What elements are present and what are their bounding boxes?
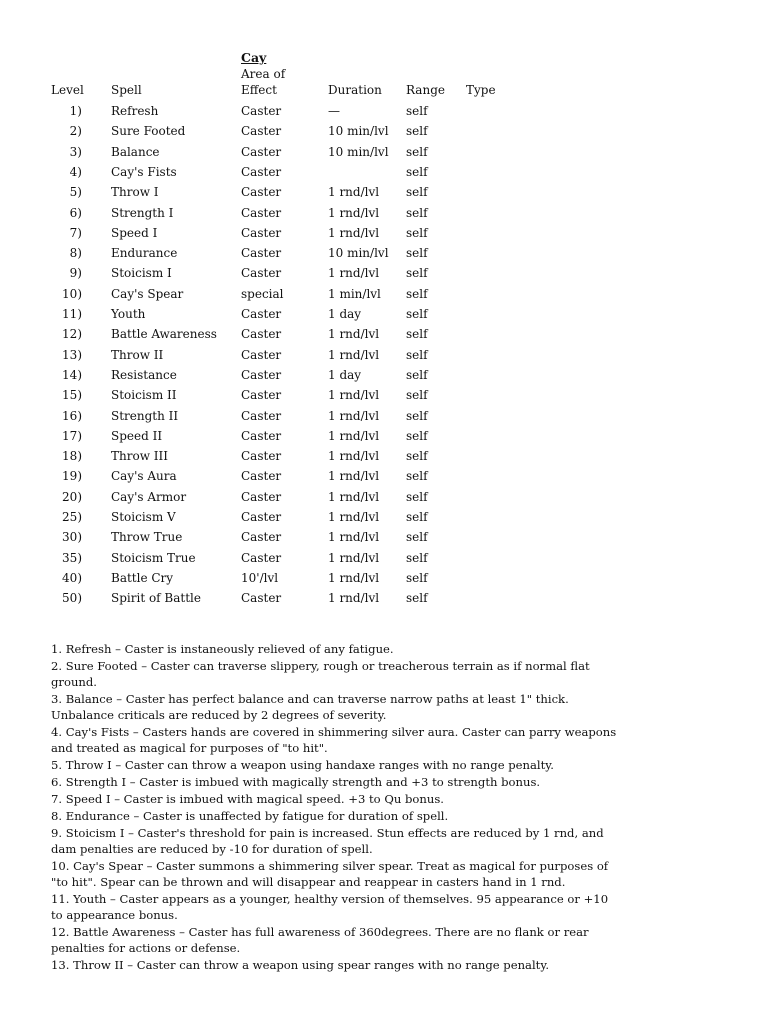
- spell-note: 12. Battle Awareness – Caster has full awareness of 360degrees. There are no flank or rear penalties for actions or defense.: [51, 925, 589, 955]
- spell-row: [0, 449, 768, 469]
- spell-area-of-effect: Caster: [241, 266, 282, 281]
- spell-area-of-effect: Caster: [241, 489, 282, 504]
- spell-duration: 1 rnd/lvl: [328, 530, 380, 545]
- spell-row: [0, 429, 768, 449]
- spell-level: 3): [69, 144, 82, 159]
- spell-name: Throw True: [111, 530, 183, 545]
- header-level: Level: [51, 83, 84, 97]
- spell-duration: 1 rnd/lvl: [328, 489, 380, 504]
- spell-area-of-effect: Caster: [241, 225, 282, 240]
- spell-level: 25): [62, 510, 82, 524]
- spell-area-of-effect: Caster: [241, 246, 282, 261]
- spell-area-of-effect: Caster: [241, 550, 282, 565]
- header-area-of-effect-line2: Effect: [241, 83, 277, 97]
- spell-range: self: [406, 449, 428, 464]
- spell-duration: 10 min/lvl: [328, 246, 389, 261]
- spell-row: [0, 551, 768, 571]
- spell-duration: 1 rnd/lvl: [328, 550, 380, 565]
- spell-area-of-effect: Caster: [241, 185, 282, 200]
- spell-note: 13. Throw II – Caster can throw a weapon using spear ranges with no range penalty.: [51, 958, 550, 972]
- spell-note: 4. Cay's Fists – Casters hands are covered in shimmering silver aura. Caster can parry weapons and treated as magical for purposes of "to hit".: [51, 725, 617, 755]
- spell-duration: 10 min/lvl: [328, 124, 389, 139]
- spell-row: [0, 206, 768, 226]
- spell-note: 2. Sure Footed – Caster can traverse slippery, rough or treacherous terrain as if normal flat ground.: [51, 659, 590, 689]
- spell-row: [0, 104, 768, 124]
- spell-range: self: [406, 164, 428, 179]
- spell-range: self: [406, 205, 428, 220]
- spell-range: self: [406, 104, 428, 118]
- spell-level: 12): [62, 327, 82, 342]
- spell-level: 9): [69, 266, 82, 281]
- spell-note: 9. Stoicism I – Caster's threshold for pain is increased. Stun effects are reduced by 1 rnd, and dam penalties are reduced by -10 for duration of spell.: [51, 826, 604, 856]
- page-title: Cay: [241, 50, 267, 65]
- spell-range: self: [406, 550, 428, 565]
- spell-area-of-effect: Caster: [241, 164, 282, 179]
- spell-name: Throw III: [111, 449, 168, 464]
- spell-area-of-effect: Caster: [241, 367, 282, 382]
- spell-row: [0, 266, 768, 286]
- spell-level: 30): [62, 530, 82, 545]
- spell-level: 19): [62, 469, 82, 484]
- spell-duration: 1 day: [328, 307, 362, 321]
- spell-range: self: [406, 246, 428, 261]
- spell-range: self: [406, 286, 428, 301]
- spell-note: 7. Speed I – Caster is imbued with magical speed. +3 to Qu bonus.: [51, 792, 444, 806]
- spell-name: Cay's Armor: [111, 489, 187, 504]
- spell-level: 8): [69, 246, 82, 261]
- spell-range: self: [406, 510, 428, 524]
- spell-name: Battle Cry: [111, 570, 174, 585]
- spell-range: self: [406, 124, 428, 139]
- spell-name: Balance: [111, 144, 160, 159]
- spell-range: self: [406, 266, 428, 281]
- spell-row: [0, 165, 768, 185]
- spell-range: self: [406, 347, 428, 362]
- spell-row: [0, 348, 768, 368]
- spell-range: self: [406, 367, 428, 382]
- spell-name: Youth: [111, 307, 146, 321]
- spell-area-of-effect: Caster: [241, 388, 282, 403]
- spell-level: 20): [62, 489, 82, 504]
- spell-name: Stoicism I: [111, 266, 172, 281]
- spell-level: 40): [62, 570, 82, 585]
- spell-duration: 1 rnd/lvl: [328, 449, 380, 464]
- spell-range: self: [406, 307, 428, 321]
- spell-duration: 1 rnd/lvl: [328, 428, 380, 443]
- spell-area-of-effect: Caster: [241, 530, 282, 545]
- spell-range: self: [406, 530, 428, 545]
- header-spell: Spell: [111, 83, 142, 97]
- spell-duration: 1 rnd/lvl: [328, 388, 380, 403]
- header-duration: Duration: [328, 83, 382, 97]
- spell-name: Stoicism V: [111, 510, 176, 524]
- header-type: Type: [466, 83, 496, 97]
- spell-row: [0, 469, 768, 489]
- spell-range: self: [406, 327, 428, 342]
- spell-name: Strength I: [111, 205, 174, 220]
- spell-duration: 1 rnd/lvl: [328, 327, 380, 342]
- spell-area-of-effect: Caster: [241, 124, 282, 139]
- spell-area-of-effect: Caster: [241, 144, 282, 159]
- spell-name: Throw I: [111, 185, 159, 200]
- spell-level: 17): [62, 428, 82, 443]
- spell-duration: 1 rnd/lvl: [328, 225, 380, 240]
- spell-level: 35): [62, 550, 82, 565]
- spell-note: 3. Balance – Caster has perfect balance and can traverse narrow paths at least 1" thick. Unbalance criticals are reduced by 2 degrees of severity.: [51, 692, 569, 722]
- spell-level: 13): [62, 347, 82, 362]
- spell-row: [0, 591, 768, 611]
- header-area-of-effect-line1: Area of: [241, 67, 286, 81]
- spell-range: self: [406, 408, 428, 423]
- spell-name: Cay's Fists: [111, 164, 177, 179]
- spell-level: 14): [62, 367, 82, 382]
- spell-name: Cay's Aura: [111, 469, 177, 484]
- spell-level: 15): [62, 388, 82, 403]
- spell-range: self: [406, 388, 428, 403]
- spell-duration: 1 rnd/lvl: [328, 347, 380, 362]
- spell-row: [0, 327, 768, 347]
- spell-duration: 1 rnd/lvl: [328, 205, 380, 220]
- spell-area-of-effect: Caster: [241, 469, 282, 484]
- spell-duration: 1 day: [328, 367, 362, 382]
- spell-area-of-effect: special: [241, 286, 284, 301]
- spell-level: 16): [62, 408, 82, 423]
- spell-level: 5): [69, 185, 82, 200]
- spell-row: [0, 368, 768, 388]
- spell-level: 6): [69, 205, 82, 220]
- spell-area-of-effect: Caster: [241, 307, 282, 321]
- spell-duration: 1 rnd/lvl: [328, 570, 380, 585]
- spell-area-of-effect: Caster: [241, 591, 282, 606]
- spell-level: 4): [69, 164, 82, 179]
- spell-level: 7): [69, 225, 82, 240]
- spell-row: [0, 571, 768, 591]
- spell-area-of-effect: Caster: [241, 104, 282, 118]
- spell-notes: [51, 641, 621, 974]
- spell-area-of-effect: Caster: [241, 408, 282, 423]
- spell-name: Strength II: [111, 408, 179, 423]
- spell-area-of-effect: Caster: [241, 327, 282, 342]
- spell-duration: 1 min/lvl: [328, 286, 381, 301]
- spell-row: [0, 510, 768, 530]
- spell-duration: 1 rnd/lvl: [328, 469, 380, 484]
- spell-level: 18): [62, 449, 82, 464]
- spell-duration: —: [328, 104, 340, 118]
- spell-area-of-effect: 10'/lvl: [241, 570, 279, 585]
- spell-range: self: [406, 469, 428, 484]
- spell-row: [0, 307, 768, 327]
- spell-range: self: [406, 225, 428, 240]
- spell-name: Stoicism II: [111, 388, 177, 403]
- spell-name: Refresh: [111, 104, 159, 118]
- spell-duration: 1 rnd/lvl: [328, 510, 380, 524]
- spell-duration: 10 min/lvl: [328, 144, 389, 159]
- spell-level: 2): [69, 124, 82, 139]
- spell-area-of-effect: Caster: [241, 428, 282, 443]
- spell-range: self: [406, 428, 428, 443]
- header-range: Range: [406, 83, 445, 97]
- spell-note: 8. Endurance – Caster is unaffected by fatigue for duration of spell.: [51, 809, 449, 823]
- spell-name: Sure Footed: [111, 124, 186, 139]
- spell-range: self: [406, 185, 428, 200]
- spell-level: 10): [62, 286, 82, 301]
- spell-note: 5. Throw I – Caster can throw a weapon using handaxe ranges with no range penalty.: [51, 758, 554, 772]
- spell-row: [0, 185, 768, 205]
- spell-name: Speed I: [111, 225, 158, 240]
- spell-level: 50): [62, 591, 82, 606]
- spell-area-of-effect: Caster: [241, 510, 282, 524]
- spell-area-of-effect: Caster: [241, 449, 282, 464]
- spell-name: Resistance: [111, 367, 177, 382]
- spell-row: [0, 226, 768, 246]
- spell-range: self: [406, 489, 428, 504]
- spell-range: self: [406, 144, 428, 159]
- spell-range: self: [406, 570, 428, 585]
- spell-level: 1): [69, 104, 82, 118]
- spell-duration: 1 rnd/lvl: [328, 408, 380, 423]
- spell-range: self: [406, 591, 428, 606]
- spell-note: 6. Strength I – Caster is imbued with magically strength and +3 to strength bonus.: [51, 775, 541, 789]
- spell-row: [0, 409, 768, 429]
- spell-area-of-effect: Caster: [241, 347, 282, 362]
- spell-name: Throw II: [111, 347, 164, 362]
- spell-name: Cay's Spear: [111, 286, 184, 301]
- spell-name: Speed II: [111, 428, 163, 443]
- spell-row: [0, 124, 768, 144]
- spell-row: [0, 246, 768, 266]
- spell-row: [0, 145, 768, 165]
- spell-row: [0, 530, 768, 550]
- spell-name: Battle Awareness: [111, 327, 217, 342]
- spell-name: Endurance: [111, 246, 178, 261]
- spell-note: 1. Refresh – Caster is instaneously relieved of any fatigue.: [51, 642, 394, 656]
- spell-duration: 1 rnd/lvl: [328, 591, 380, 606]
- spell-duration: 1 rnd/lvl: [328, 266, 380, 281]
- spell-duration: 1 rnd/lvl: [328, 185, 380, 200]
- spell-area-of-effect: Caster: [241, 205, 282, 220]
- spell-row: [0, 388, 768, 408]
- spell-row: [0, 287, 768, 307]
- spell-row: [0, 490, 768, 510]
- spell-name: Spirit of Battle: [111, 591, 201, 606]
- spell-level: 11): [62, 307, 82, 321]
- spell-name: Stoicism True: [111, 550, 196, 565]
- spell-note: 10. Cay's Spear – Caster summons a shimmering silver spear. Treat as magical for purposes of "to hit". Spear can be thrown and will disappear and reappear in casters hand in 1 rnd.: [51, 859, 609, 889]
- spell-note: 11. Youth – Caster appears as a younger, healthy version of themselves. 95 appearance or +10 to appearance bonus.: [51, 892, 609, 922]
